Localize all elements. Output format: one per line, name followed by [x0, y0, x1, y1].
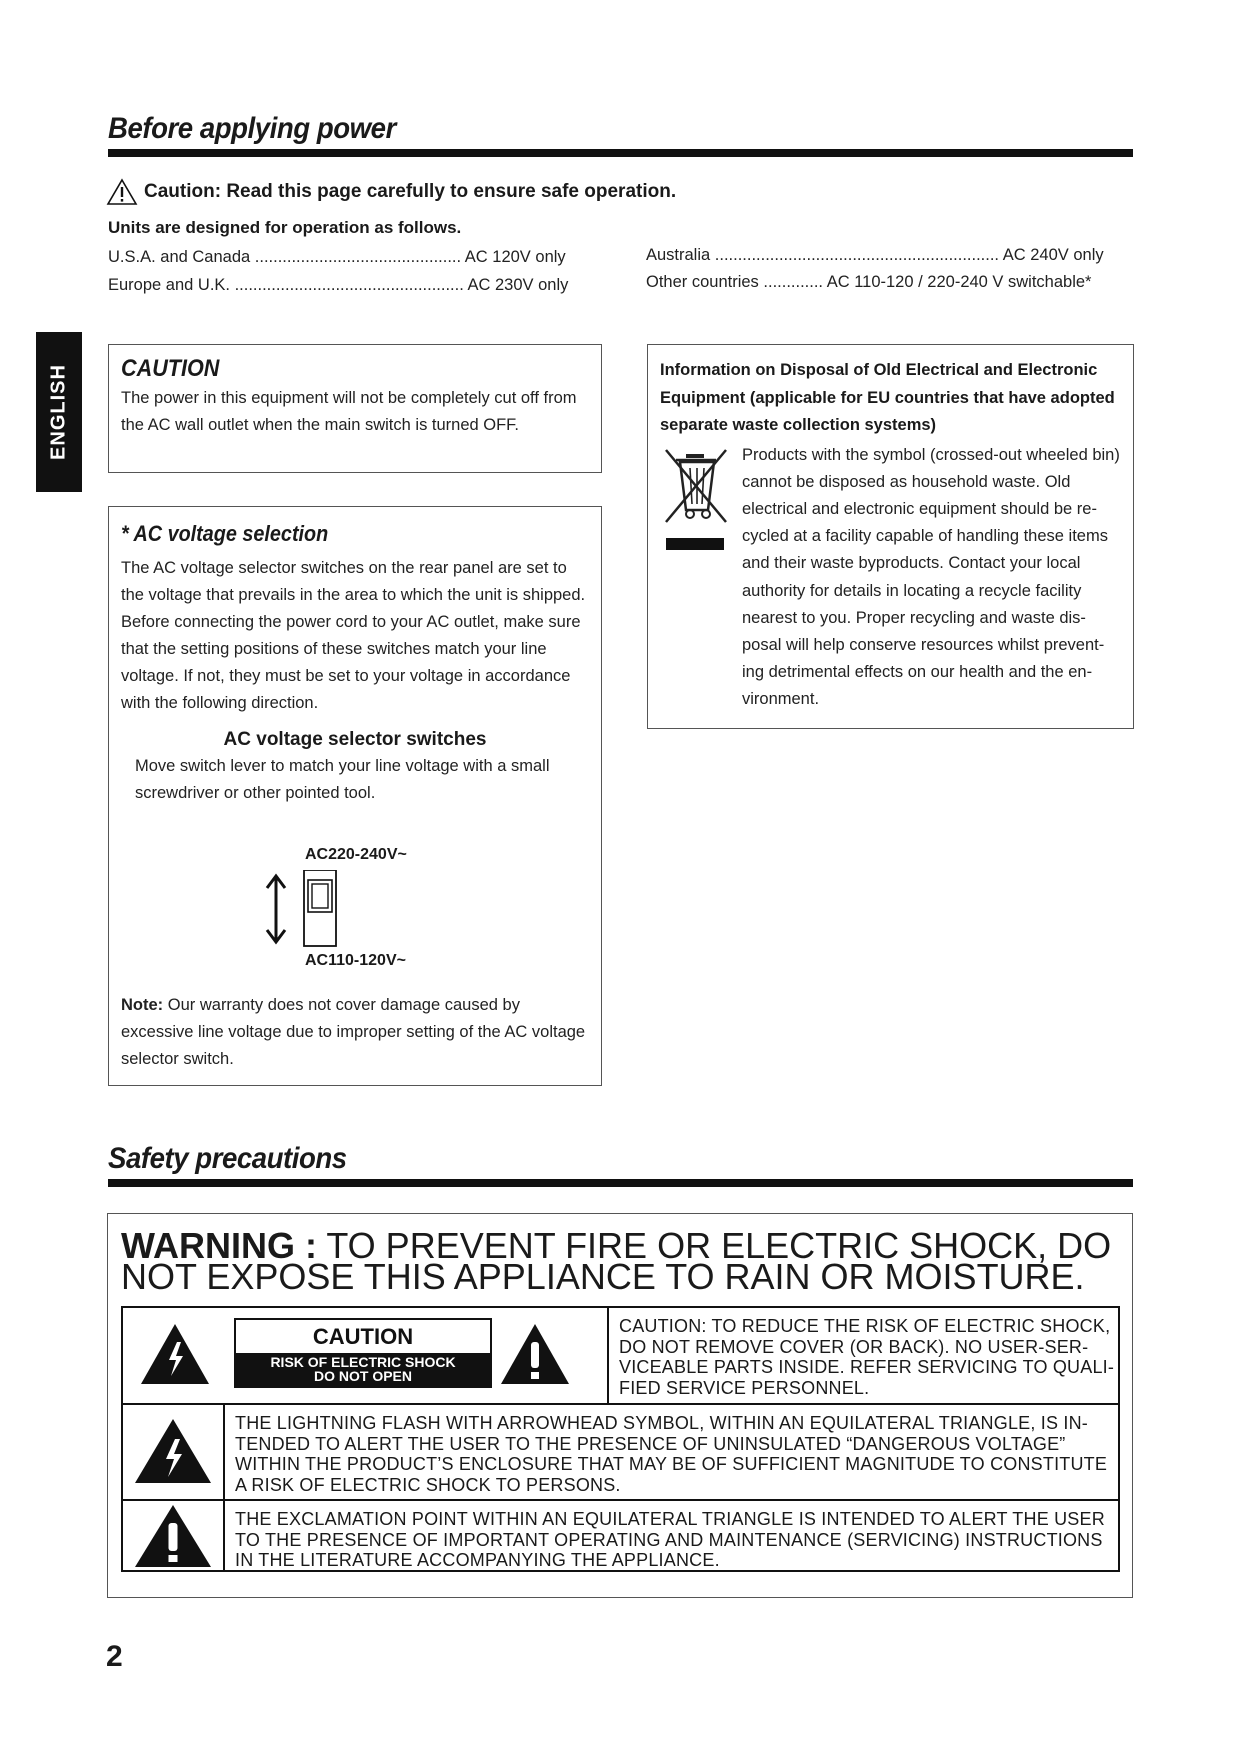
section-title-safety: Safety precautions [108, 1142, 347, 1175]
unit-region: Other countries [646, 273, 759, 291]
unit-dots: ............. [763, 273, 824, 291]
lightning-triangle-icon [133, 1417, 213, 1485]
ac-voltage-title [121, 521, 542, 547]
warning-label: WARNING : [121, 1225, 317, 1266]
page-number: 2 [106, 1640, 123, 1673]
caution-label-risk [236, 1353, 490, 1386]
weee-symbol [660, 442, 732, 714]
unit-voltage: AC 240V only [1002, 246, 1104, 264]
row3-divider [223, 1501, 225, 1570]
ac-voltage-title-text: AC voltage selection [133, 521, 329, 546]
voltage-switch-diagram [262, 870, 346, 950]
switch-label-bottom: AC110-120V~ [305, 952, 406, 969]
ac-voltage-star: * [121, 521, 129, 546]
caution-label-title: CAUTION [312, 1324, 414, 1349]
unit-dots: .............................................................. [714, 246, 1000, 264]
warning-heading [121, 1225, 1121, 1297]
caution-label [234, 1318, 492, 1388]
risk-line-2: DO NOT OPEN [313, 1368, 412, 1384]
disposal-title: Information on Disposal of Old Electrical and Electronic Equipment (applicable for EU countries that have adopted separate waste collection systems) [660, 361, 1115, 434]
row3-text: THE EXCLAMATION POINT WITHIN AN EQUILATERAL TRIANGLE IS INTENDED TO ALERT THE USER TO THE PRESENCE OF IMPORTANT OPERATING AND MAINTENANCE (SERVICING) INSTRUCTIONS IN THE LITERATURE ACCOMPANYING THE APPLIANCE. [235, 1509, 1105, 1570]
warning-triangle-icon [106, 178, 138, 206]
unit-region: U.S.A. and Canada [108, 248, 251, 266]
unit-region: Australia [646, 246, 711, 264]
caution-box [108, 344, 602, 473]
note-label: Note: [121, 996, 164, 1014]
unit-voltage: AC 110-120 / 220-240 V switchable* [826, 273, 1092, 291]
exclamation-triangle-icon [499, 1322, 571, 1386]
row1-divider [607, 1308, 609, 1403]
ac-note [121, 992, 589, 1073]
crossed-bin-icon [660, 442, 732, 554]
unit-region: Europe and U.K. [108, 276, 230, 294]
warning-table [121, 1306, 1120, 1572]
ac-voltage-text: The AC voltage selector switches on the rear panel are set to the voltage that prevails in the area to which the unit is shipped. Before connecting the power cord to your AC outlet, make sure that the setting positions of these switches match your line voltage. If not, they must be set to your voltage in accordance with the following direction. [121, 559, 586, 712]
warning-row-2 [123, 1403, 1118, 1501]
language-tab [36, 332, 82, 492]
row1-text: CAUTION: TO REDUCE THE RISK OF ELECTRIC SHOCK, DO NOT REMOVE COVER (OR BACK). NO USER-SER-VICEABLE PARTS INSIDE. REFER SERVICING TO QUALI-FIED SERVICE PERSONNEL. [619, 1316, 1115, 1398]
unit-dots: ............................................. [254, 248, 462, 266]
disposal-text: Products with the symbol (crossed-out wheeled bin) cannot be disposed as household waste. Old electrical and electronic equipment should be re-cycled at a facility capable of handling these items and their waste byproducts. Contact your local authority for details in locating a recycle facility nearest to you. Proper recycling and waste dis-posal will help conserve resources whilst prevent-ing detrimental effects on our health and the en-vironment. [742, 445, 1120, 709]
risk-line-1: RISK OF ELECTRIC SHOCK [270, 1354, 456, 1370]
units-title: Units are designed for operation as follows. [108, 218, 462, 237]
unit-row-other [646, 273, 1091, 292]
language-tab-label: ENGLISH [47, 364, 70, 460]
ac-selector-subhead: AC voltage selector switches [223, 729, 487, 750]
row2-divider [223, 1403, 225, 1499]
note-text: Our warranty does not cover damage caused by excessive line voltage due to improper setting of the AC voltage selector switch. [121, 996, 586, 1068]
caution-box-text: The power in this equipment will not be completely cut off from the AC wall outlet when the main switch is turned OFF. [121, 389, 577, 434]
warning-row-3 [123, 1501, 1118, 1570]
lightning-triangle-icon [139, 1322, 211, 1386]
caution-line-text: Caution: Read this page carefully to ensure safe operation. [144, 181, 677, 202]
unit-row-europe [108, 276, 568, 295]
unit-dots: .................................................. [234, 276, 464, 294]
row2-text: THE LIGHTNING FLASH WITH ARROWHEAD SYMBOL, WITHIN AN EQUILATERAL TRIANGLE, IS IN-TENDED TO ALERT THE USER TO THE PRESENCE OF UNINSULATED “DANGEROUS VOLTAGE” WITHIN THE PRODUCT’S ENCLOSURE THAT MAY BE OF SUFFICIENT MAGNITUDE TO CONSTITUTE A RISK OF ELECTRIC SHOCK TO PERSONS. [235, 1413, 1108, 1495]
section-title-before-power: Before applying power [108, 112, 396, 145]
unit-row-australia [646, 246, 1104, 265]
warning-text: TO PREVENT FIRE OR ELECTRIC SHOCK, DO NOT EXPOSE THIS APPLIANCE TO RAIN OR MOISTURE. [121, 1225, 1112, 1297]
section-rule-2 [108, 1179, 1133, 1187]
caution-line [106, 178, 676, 206]
ac-selector-instruction: Move switch lever to match your line voltage with a small screwdriver or other pointed tool. [135, 757, 550, 802]
unit-voltage: AC 120V only [464, 248, 566, 266]
unit-voltage: AC 230V only [467, 276, 569, 294]
section-rule [108, 149, 1133, 157]
disposal-box [647, 344, 1134, 729]
exclamation-triangle-icon [133, 1503, 213, 1569]
warning-row-1 [123, 1308, 1118, 1405]
caution-box-title: CAUTION [121, 355, 220, 382]
unit-row-usa [108, 248, 566, 267]
switch-label-top: AC220-240V~ [305, 846, 407, 863]
